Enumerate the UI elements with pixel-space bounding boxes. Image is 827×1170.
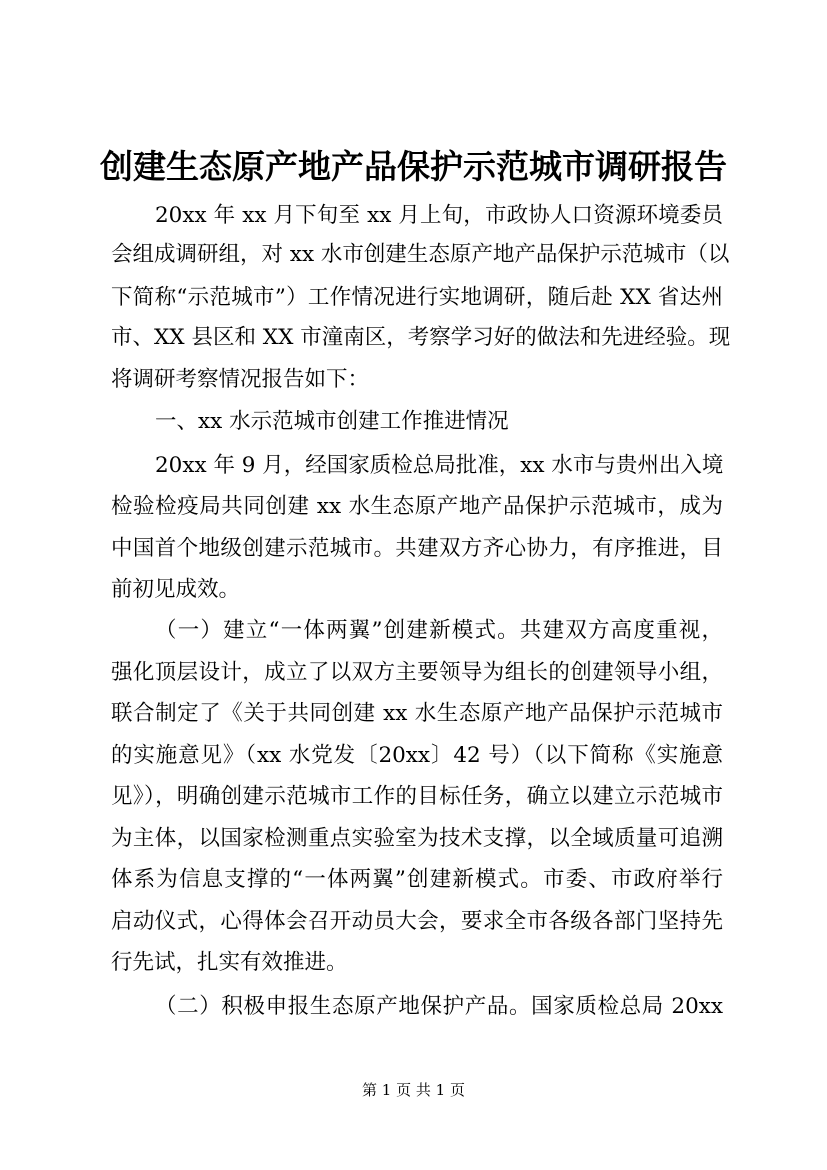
paragraph-line: 检验检疫局共同创建 xx 水生态原产地产品保护示范城市，成为 [111,494,723,519]
paragraph-line: 市、XX 县区和 XX 市潼南区，考察学习好的做法和先进经验。现 [111,325,731,350]
paragraph-line: 20xx 年 9 月，经国家质检总局批准，xx 水市与贵州出入境 [155,453,724,478]
paragraph-line: 强化顶层设计，成立了以双方主要领导为组长的创建领导小组， [111,660,723,685]
paragraph-line: 联合制定了《关于共同创建 xx 水生态原产地产品保护示范城市 [111,701,723,726]
paragraph-line: 前初见成效。 [111,577,241,602]
paragraph-line: 将调研考察情况报告如下： [111,367,370,392]
paragraph-line: 中国首个地级创建示范城市。共建双方齐心协力，有序推进，目 [111,536,723,561]
paragraph-line: （一）建立“一体两翼”创建新模式。共建双方高度重视， [155,618,723,643]
section-heading: 一、xx 水示范城市创建工作推进情况 [155,409,509,434]
paragraph-line: 为主体，以国家检测重点实验室为技术支撑，以全域质量可追溯 [111,826,723,851]
paragraph-line: 行先试，扎实有效推进。 [111,950,348,975]
paragraph-line: 的实施意见》（xx 水党发〔20xx〕42 号）（以下简称《实施意 [111,743,723,768]
paragraph-line: （二）积极申报生态原产地保护产品。国家质检总局 20xx [155,994,723,1019]
paragraph-line: 下简称“示范城市”）工作情况进行实地调研，随后赴 XX 省达州 [111,285,723,310]
page-number-footer: 第 1 页 共 1 页 [362,1081,465,1099]
paragraph-line: 20xx 年 xx 月下旬至 xx 月上旬，市政协人口资源环境委员 [155,203,723,228]
paragraph-line: 见》），明确创建示范城市工作的目标任务，确立以建立示范城市 [111,784,723,809]
document-title: 创建生态原产地产品保护示范城市调研报告 [100,147,727,186]
paragraph-line: 启动仪式，心得体会召开动员大会，要求全市各级各部门坚持先 [111,909,723,934]
paragraph-line: 体系为信息支撑的“一体两翼”创建新模式。市委、市政府举行 [111,867,723,892]
paragraph-line: 会组成调研组，对 xx 水市创建生态原产地产品保护示范城市（以 [111,242,730,267]
